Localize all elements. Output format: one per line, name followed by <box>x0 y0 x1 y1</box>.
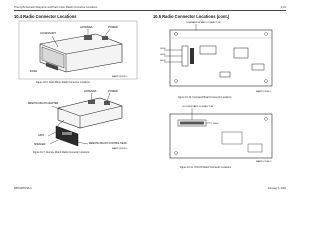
figure-caption-10-10: Figure 10-10. Command Board Connector Locations <box>178 97 232 99</box>
label-power: POWER <box>108 90 118 93</box>
figure-ref: MAEPF-26974-O <box>112 148 128 150</box>
section-title-10-4: 10.4 Radio Connector Locations <box>14 14 77 19</box>
label-gpio: GPIO <box>38 134 44 137</box>
figure-ref: MAEPF-27082-O <box>256 91 272 93</box>
command-board-drawing <box>160 20 282 94</box>
label-speaker: SPEAKER <box>34 143 46 146</box>
footer-document-number: 68P81085C96-A <box>14 187 32 190</box>
label-accessory: ACCESSORY <box>40 32 57 35</box>
figure-caption-10-6: Figure 10-6. Dash Mount Radio Connector Locations <box>36 82 90 84</box>
figure-ref: MAEPF-27083-O <box>256 161 272 163</box>
label-j0500: J0500 <box>160 48 166 50</box>
label-j0301: J0301 <box>213 123 219 125</box>
vocon-board-drawing <box>160 104 282 164</box>
running-header-title: Theory/Schematic Diagrams and Parts Lists: Radio Connector Locations <box>14 6 98 9</box>
section-title-10-5: 10.5 Radio Connector Locations (cont.) <box>153 14 230 19</box>
figure-caption-10-11: Figure 10-11. VOCON Board Connector Locations <box>180 167 232 169</box>
label-vocon-board-connector: VOCON BOARD CONNECTOR <box>182 106 214 108</box>
label-j0502: J0502 <box>160 60 166 62</box>
label-dash: DASH <box>30 70 38 73</box>
label-remote-mount-adapter: REMOTE MOUNT ADAPTER <box>28 103 59 105</box>
dash-mount-radio-drawing <box>18 20 138 80</box>
footer-date: February 3, 2003 <box>267 187 286 190</box>
remote-mount-radio-drawing <box>18 88 138 150</box>
label-antenna: ANTENNA <box>84 90 97 93</box>
label-remote-mount-control-head: REMOTE MOUNT CONTROL HEAD <box>89 143 127 145</box>
figure-ref: MAEPF-26913-O <box>112 76 128 78</box>
label-j0501: J0501 <box>160 54 166 56</box>
header-rule <box>14 10 286 11</box>
label-command-board-connector: COMMAND BOARD CONNECTOR <box>186 22 221 24</box>
figure-caption-10-7: Figure 10-7. Remote Mount Radio Connector Locations <box>33 152 90 154</box>
running-header-page-number: 4-19 <box>280 6 286 9</box>
label-antenna: ANTENNA <box>80 26 93 29</box>
label-power: POWER <box>108 26 118 29</box>
